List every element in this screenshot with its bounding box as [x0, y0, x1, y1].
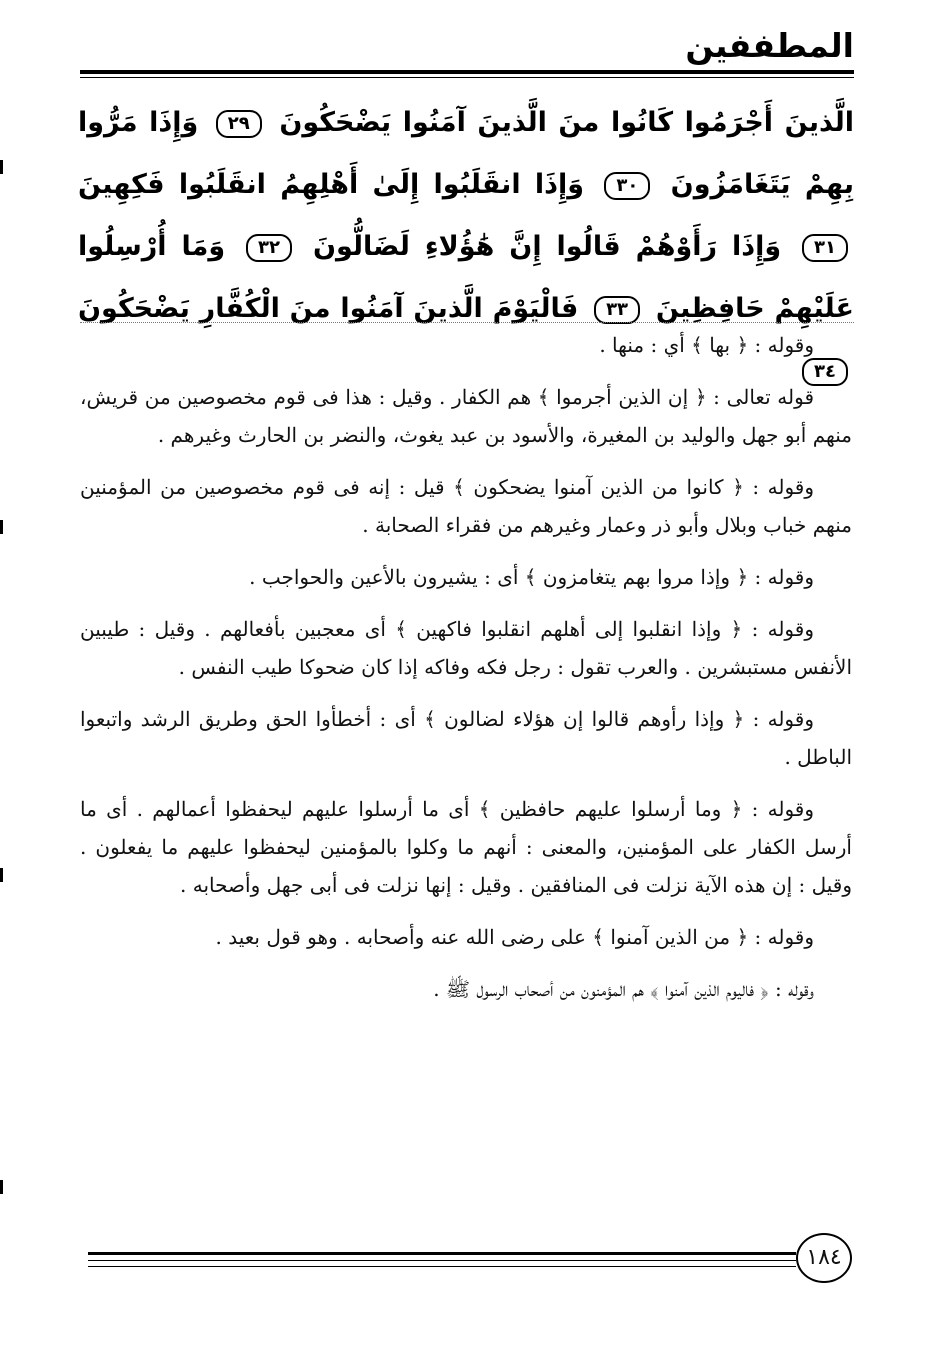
verse-text: وَمَا أُرْسِلُوا عَلَيْهِمْ حَافِظِينَ	[78, 231, 854, 324]
verse-text: فَالْيَوْمَ الَّذينَ آمَنُوا منَ الْكُفَّارِ يَضْحَكُونَ	[78, 293, 579, 324]
commentary-paragraph: وقوله : ﴿ بها ﴾ أي : منها .	[599, 333, 814, 357]
ayah-number-marker: ٣٣	[594, 296, 640, 324]
commentary-paragraph: وقوله : ﴿ وما أرسلوا عليهم حافظين ﴾ أى ما أرسلوا عليهم ليحفظوا أعمالهم . أى ما أرسل الكفار على المؤمنين، والمعنى : أنهم ما وكلوا بالمؤمنين ليحفظوا عليهم ما يفعلون . وقيل : إن هذه الآية نزلت فى المنافقين . وقيل : إنها نزلت فى أبى جهل وأصحابه .	[80, 797, 852, 897]
scan-margin-mark	[0, 160, 3, 174]
scan-margin-mark	[0, 868, 3, 882]
ayah-number-marker: ٣٢	[246, 234, 292, 262]
ayah-number-marker: ٣١	[802, 234, 848, 262]
surah-title: المطففين	[685, 26, 854, 65]
verse-text: وَإِذَا رَأَوْهُمْ قَالُوا إِنَّ هَٰؤُلاءِ لَضَالُّونَ	[312, 231, 782, 262]
verse-text: الَّذينَ أَجْرَمُوا كَانُوا منَ الَّذينَ آمَنُوا يَضْحَكُونَ	[279, 107, 854, 138]
page-header	[80, 22, 854, 72]
commentary-paragraph: وقوله : ﴿ من الذين آمنوا ﴾ على رضى الله عنه وأصحابه . وهو قول بعيد .	[215, 925, 814, 949]
ayah-number-marker: ٣٠	[604, 172, 650, 200]
scan-margin-mark	[0, 520, 3, 534]
footer-rule-thick	[88, 1252, 796, 1255]
commentary-paragraph: وقوله : ﴿ فاليوم الذين آمنوا ﴾ هم المؤمنون من أصحاب الرسول ﷺ .	[433, 977, 814, 1001]
footer-rule-thin	[88, 1266, 796, 1267]
tafsir-commentary	[80, 326, 852, 1022]
commentary-paragraph: وقوله : ﴿ كانوا من الذين آمنوا يضحكون ﴾ قيل : إنه فى قوم مخصوصين من المؤمنين منهم خباب وبلال وأبو ذر وعمار وغيرهم من فقراء الصحابة .	[80, 475, 852, 537]
header-rule-thick	[80, 70, 854, 74]
commentary-paragraph: قوله تعالى : ﴿ إن الذين أجرموا ﴾ هم الكفار . وقيل : هذا فى قوم مخصوصين من قريش، منهم أبو جهل والوليد بن المغيرة، والأسود بن عبد يغوث، والنضر بن الحارث وغيرهم .	[80, 385, 852, 447]
footer-rule-thin	[88, 1260, 796, 1261]
verse-text: وَإِذَا مَرُّوا بِهِمْ يَتَغَامَزُونَ	[78, 107, 854, 200]
section-divider	[80, 322, 854, 323]
header-rule-thin	[80, 77, 854, 78]
scan-margin-mark	[0, 1180, 3, 1194]
ayah-number-marker: ٣٤	[802, 358, 848, 386]
commentary-paragraph: وقوله : ﴿ وإذا مروا بهم يتغامزون ﴾ أى : يشيرون بالأعين والحواجب .	[249, 565, 814, 589]
ayah-number-marker: ٢٩	[216, 110, 262, 138]
commentary-paragraph: وقوله : ﴿ وإذا رأوهم قالوا إن هؤلاء لضالون ﴾ أى : أخطأوا الحق وطريق الرشد واتبعوا الباطل .	[80, 707, 852, 769]
page-number: ١٨٤	[796, 1233, 852, 1283]
verse-text: وَإِذَا انقَلَبُوا إِلَىٰ أَهْلِهِمُ انقَلَبُوا فَكِهِينَ	[78, 169, 585, 200]
commentary-paragraph: وقوله : ﴿ وإذا انقلبوا إلى أهلهم انقلبوا فاكهين ﴾ أى معجبين بأفعالهم . وقيل : طيبين الأنفس مستبشرين . والعرب تقول : رجل فكه وفاكه إذا كان ضحوكا طيب النفس .	[80, 617, 852, 679]
